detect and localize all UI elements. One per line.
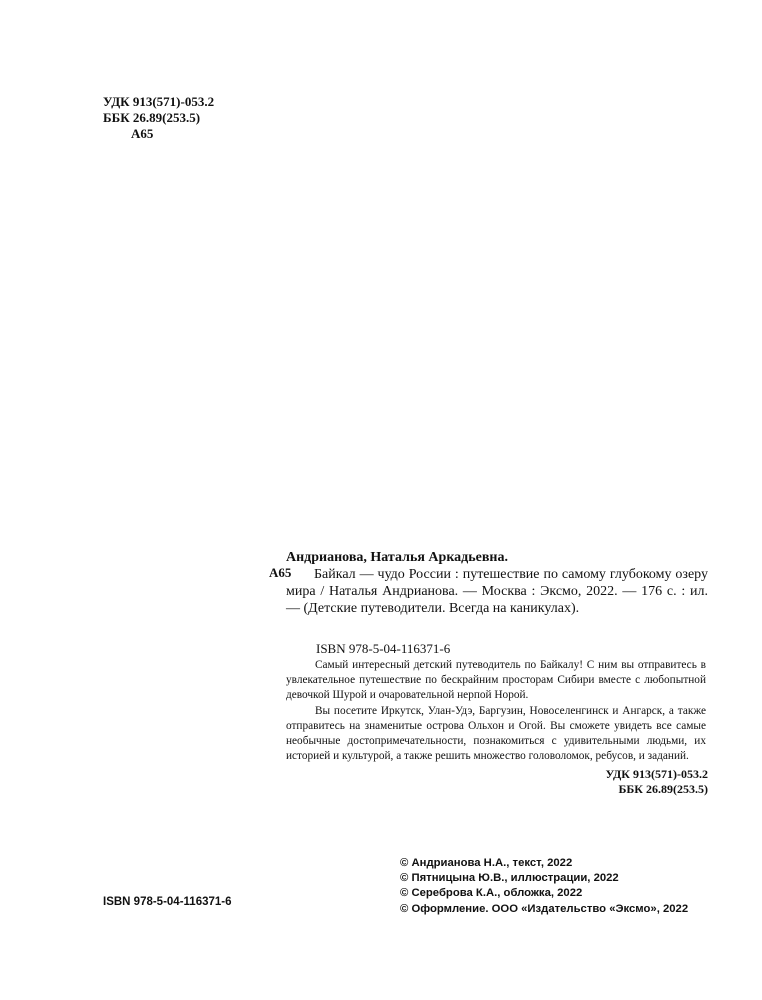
copyright-line: © Пятницына Ю.В., иллюстрации, 2022 — [400, 872, 619, 885]
copyright-block — [400, 856, 688, 917]
copyright-line: © Оформление. ООО «Издательство «Эксмо», 2022 — [400, 902, 689, 915]
annotation-paragraph: Вы посетите Иркутск, Улан-Удэ, Баргузин, Новоселенгинск и Ангарск, а также отправитесь на знаменитые острова Ольхон и Огой. Вы сможете увидеть все самые необычные достопримечательности, познакомиться с удивительными людьми, их историей и культурой, а также решить множество головоломок, ребусов, и заданий. — [286, 704, 706, 763]
copyright-line: © Сереброва К.А., обложка, 2022 — [400, 887, 583, 900]
classification-codes-top — [103, 94, 214, 142]
bbk-code: ББК 26.89(253.5) — [618, 782, 708, 796]
author-mark: А65 — [131, 126, 154, 141]
catalog-isbn: ISBN 978-5-04-116371-6 — [316, 641, 451, 656]
copyright-line: © Андрианова Н.А., текст, 2022 — [400, 857, 573, 869]
udk-code: УДК 913(571)-053.2 — [605, 767, 708, 781]
annotation — [286, 658, 706, 764]
isbn-bottom: ISBN 978-5-04-116371-6 — [103, 896, 232, 908]
annotation-paragraph: Самый интересный детский путеводитель по Байкалу! С ним вы отправитесь в увлекательное путешествие по бескрайним просторам Сибири вместе с любопытной девочкой Шурой и очаровательной нерпой Норой. — [286, 659, 706, 702]
catalog-author: Андрианова, Наталья Аркадьевна. — [286, 550, 508, 565]
catalog-card — [286, 549, 708, 617]
catalog-description: Байкал — чудо России : путешествие по самому глубокому озеру мира / Наталья Андрианова. — Москва : Эксмо, 2022. — 176 с. : ил. — (Детские путеводители. Всегда на каникулах). — [286, 567, 708, 616]
classification-codes-bottom — [590, 767, 708, 797]
bbk-code: ББК 26.89(253.5) — [103, 110, 201, 125]
catalog-author-mark: А65 — [269, 565, 292, 580]
udk-code: УДК 913(571)-053.2 — [103, 94, 215, 109]
